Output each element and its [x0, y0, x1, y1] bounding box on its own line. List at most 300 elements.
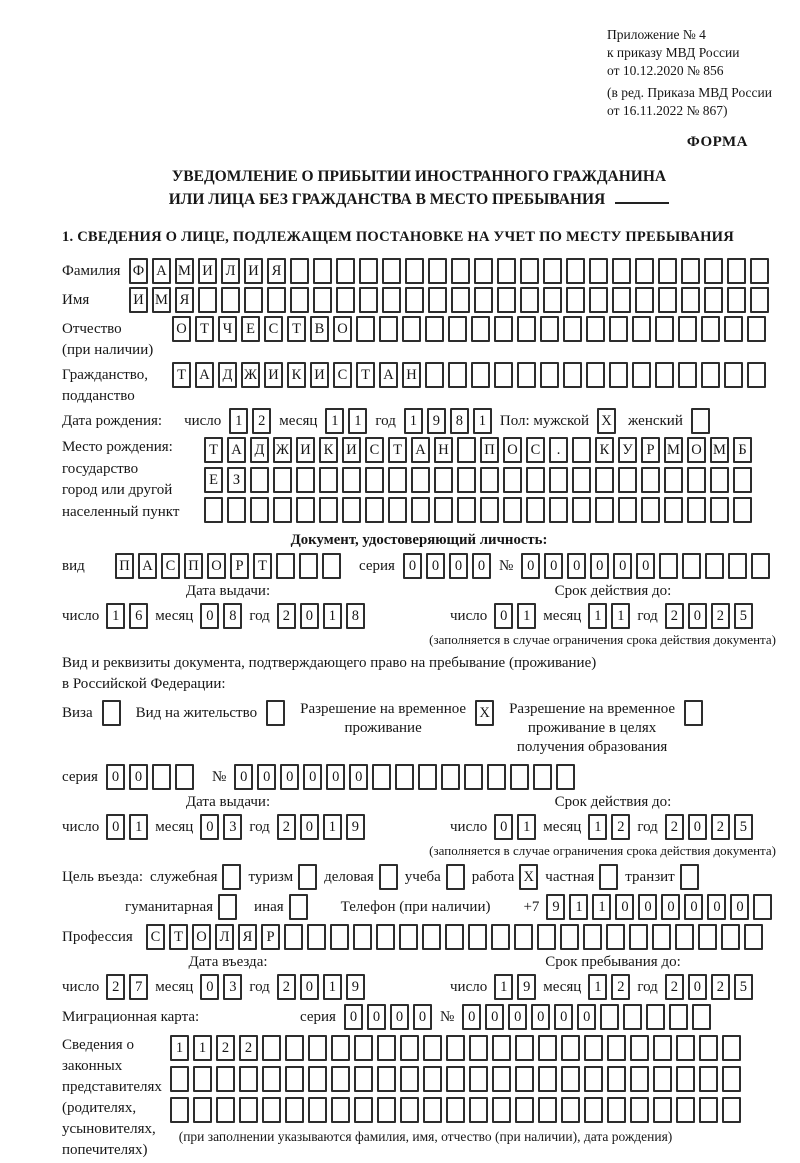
char-cell	[692, 1004, 711, 1030]
forma-label: ФОРМА	[686, 134, 748, 150]
char-cell	[503, 497, 522, 523]
char-cell	[239, 1066, 258, 1092]
char-cell: 0	[413, 1004, 432, 1030]
char-cell	[262, 1097, 281, 1123]
char-cell: 0	[544, 553, 563, 579]
char-cell	[474, 287, 493, 313]
char-cell	[664, 497, 683, 523]
char-cell	[658, 287, 677, 313]
char-cell: 1	[517, 814, 536, 840]
char-cell	[753, 894, 772, 920]
char-cell: 0	[426, 553, 445, 579]
char-cell	[607, 1066, 626, 1092]
residence-issue-day-cells	[106, 814, 148, 840]
char-cell: 1	[588, 974, 607, 1000]
stay-until-block	[394, 953, 776, 1000]
char-cell	[540, 316, 559, 342]
validity-note: (заполняется в случае ограничения срока действия документа)	[429, 843, 776, 858]
birth-day-cells	[229, 408, 271, 434]
annex-amendment-line: от 16.11.2022 № 867)	[607, 103, 728, 118]
number-word: №	[211, 769, 227, 785]
year-word: год	[249, 819, 270, 835]
char-cell: 0	[257, 764, 276, 790]
char-cell: М	[664, 437, 683, 463]
char-cell: Я	[267, 258, 286, 284]
char-cell	[515, 1066, 534, 1092]
char-cell: 0	[280, 764, 299, 790]
char-cell: 2	[252, 408, 271, 434]
day-word: число	[450, 819, 488, 835]
doc-issue-line	[62, 603, 394, 629]
char-cell	[515, 1035, 534, 1061]
annex-amendment-line: (в ред. Приказа МВД России	[607, 85, 772, 100]
char-cell	[446, 1097, 465, 1123]
char-cell	[607, 1097, 626, 1123]
char-cell	[451, 287, 470, 313]
residence-permit-option	[136, 700, 285, 726]
temp-residence-label: Разрешение на временное проживание	[300, 701, 467, 736]
char-cell: X	[597, 408, 616, 434]
month-word: месяц	[155, 979, 194, 995]
char-cell	[710, 467, 729, 493]
char-cell: Р	[261, 924, 280, 950]
char-cell	[589, 258, 608, 284]
char-cell: 0	[684, 894, 703, 920]
doc-issue-month-cells	[200, 603, 242, 629]
char-cell	[653, 1066, 672, 1092]
char-cell	[586, 362, 605, 388]
char-cell	[497, 258, 516, 284]
char-cell	[682, 553, 701, 579]
char-cell: 1	[588, 603, 607, 629]
char-cell	[469, 1066, 488, 1092]
residence-issue-block	[62, 793, 394, 840]
char-cell: 0	[615, 894, 634, 920]
sex-female-checkbox	[691, 408, 710, 434]
char-cell: М	[152, 287, 171, 313]
char-cell: 8	[223, 603, 242, 629]
entry-year-cells	[277, 974, 365, 1000]
char-cell	[152, 764, 171, 790]
temp-residence-option	[300, 700, 494, 738]
day-word: число	[62, 979, 100, 995]
char-cell	[446, 864, 465, 890]
year-word: год	[249, 979, 270, 995]
representatives-cells	[170, 1035, 741, 1146]
char-cell	[356, 316, 375, 342]
char-cell: 2	[277, 603, 296, 629]
char-cell	[520, 258, 539, 284]
char-cell	[572, 467, 591, 493]
char-cell: 3	[223, 974, 242, 1000]
phone-label: Телефон (при наличии)	[340, 898, 491, 915]
char-cell: Т	[287, 316, 306, 342]
char-cell	[457, 437, 476, 463]
char-cell	[687, 497, 706, 523]
char-cell: 7	[129, 974, 148, 1000]
char-cell: 0	[688, 814, 707, 840]
char-cell	[572, 437, 591, 463]
char-cell: С	[146, 924, 165, 950]
year-word: год	[637, 979, 658, 995]
char-cell	[382, 258, 401, 284]
char-cell	[469, 1097, 488, 1123]
char-cell: 0	[567, 553, 586, 579]
birth-date-label: Дата рождения:	[62, 413, 163, 429]
char-cell	[448, 362, 467, 388]
char-cell	[727, 258, 746, 284]
stay-day-cells	[494, 974, 536, 1000]
char-cell	[681, 258, 700, 284]
purpose-option-business: деловая	[324, 864, 398, 890]
char-cell: Д	[250, 437, 269, 463]
residence-issue-header: Дата выдачи:	[185, 794, 271, 810]
char-cell	[405, 258, 424, 284]
char-cell	[400, 1035, 419, 1061]
char-cell	[354, 1066, 373, 1092]
annex-line: к приказу МВД России	[607, 45, 740, 60]
char-cell	[744, 924, 763, 950]
char-cell	[492, 1066, 511, 1092]
char-cell	[193, 1066, 212, 1092]
char-cell: 2	[711, 603, 730, 629]
char-cell	[566, 287, 585, 313]
char-cell	[710, 497, 729, 523]
surname-label: Фамилия	[62, 263, 121, 279]
char-cell	[704, 287, 723, 313]
purpose-work-checkbox	[519, 864, 538, 890]
char-cell: 9	[517, 974, 536, 1000]
char-cell	[630, 1097, 649, 1123]
char-cell	[273, 497, 292, 523]
char-cell	[480, 467, 499, 493]
char-cell: И	[244, 258, 263, 284]
entry-purpose-label: Цель въезда:	[62, 868, 143, 885]
residence-doc-series-row	[62, 764, 776, 790]
residence-doc-options	[62, 700, 776, 757]
char-cell: Н	[434, 437, 453, 463]
char-cell	[423, 1035, 442, 1061]
char-cell	[262, 1035, 281, 1061]
char-cell	[653, 1035, 672, 1061]
char-cell	[561, 1035, 580, 1061]
char-cell: 2	[611, 974, 630, 1000]
char-cell	[342, 467, 361, 493]
char-cell: 0	[200, 974, 219, 1000]
residence-valid-line	[450, 814, 776, 840]
char-cell: М	[710, 437, 729, 463]
residence-valid-block	[394, 793, 776, 840]
char-cell	[354, 1097, 373, 1123]
char-cell	[471, 362, 490, 388]
citizenship-row	[62, 362, 776, 388]
char-cell	[669, 1004, 688, 1030]
char-cell: Р	[641, 437, 660, 463]
char-cell	[298, 864, 317, 890]
char-cell	[464, 764, 483, 790]
char-cell: А	[152, 258, 171, 284]
doc-valid-year-cells	[665, 603, 753, 629]
char-cell	[377, 1066, 396, 1092]
char-cell	[354, 1035, 373, 1061]
char-cell: 2	[611, 814, 630, 840]
surname-row	[62, 258, 776, 284]
char-cell	[538, 1097, 557, 1123]
char-cell	[653, 1097, 672, 1123]
char-cell	[308, 1066, 327, 1092]
char-cell	[359, 258, 378, 284]
char-cell	[285, 1066, 304, 1092]
char-cell	[468, 924, 487, 950]
char-cell: И	[198, 258, 217, 284]
representatives-label: законных	[62, 1058, 123, 1074]
char-cell	[446, 1035, 465, 1061]
doc-valid-header: Срок действия до:	[554, 583, 672, 599]
char-cell	[434, 467, 453, 493]
char-cell: 8	[346, 603, 365, 629]
birth-place-cells	[204, 437, 752, 527]
char-cell: Е	[241, 316, 260, 342]
char-cell	[395, 764, 414, 790]
char-cell	[284, 924, 303, 950]
citizenship-label: Гражданство,	[62, 367, 149, 383]
char-cell: 1	[229, 408, 248, 434]
char-cell: Б	[733, 437, 752, 463]
char-cell	[170, 1097, 189, 1123]
char-cell	[379, 864, 398, 890]
char-cell: Р	[230, 553, 249, 579]
char-cell	[618, 467, 637, 493]
char-cell	[503, 467, 522, 493]
char-cell: О	[172, 316, 191, 342]
purpose-option-tourism: туризм	[248, 864, 317, 890]
profession-label: Профессия	[62, 929, 133, 945]
sex-female-label: женский	[628, 413, 683, 429]
residence-issue-month-cells	[200, 814, 242, 840]
doc-number-cells	[521, 553, 770, 579]
char-cell	[474, 258, 493, 284]
purpose-option-work: работа X	[472, 864, 539, 890]
char-cell: Т	[172, 362, 191, 388]
char-cell	[222, 864, 241, 890]
doc-kind-label: вид	[62, 558, 85, 574]
residence-issue-year-cells	[277, 814, 365, 840]
char-cell	[533, 764, 552, 790]
char-cell	[659, 553, 678, 579]
char-cell	[595, 467, 614, 493]
char-cell	[526, 497, 545, 523]
char-cell: 0	[326, 764, 345, 790]
sex-male-checkbox	[597, 408, 616, 434]
char-cell: И	[264, 362, 283, 388]
char-cell	[722, 1035, 741, 1061]
phone-cells	[546, 894, 772, 920]
char-cell	[239, 1097, 258, 1123]
day-word: число	[62, 819, 100, 835]
migration-card-row	[62, 1004, 776, 1030]
citizenship-cells	[172, 362, 766, 388]
char-cell: 0	[485, 1004, 504, 1030]
temp-residence-checkbox	[475, 700, 494, 726]
char-cell	[630, 1035, 649, 1061]
char-cell: 0	[403, 553, 422, 579]
char-cell	[319, 497, 338, 523]
char-cell	[563, 362, 582, 388]
char-cell: 0	[106, 764, 125, 790]
representatives-row2-cells	[170, 1066, 741, 1092]
char-cell	[285, 1097, 304, 1123]
char-cell	[423, 1097, 442, 1123]
entry-day-cells	[106, 974, 148, 1000]
char-cell	[204, 497, 223, 523]
char-cell	[331, 1035, 350, 1061]
char-cell: X	[475, 700, 494, 726]
given-name-cells	[129, 287, 769, 313]
char-cell: Е	[204, 467, 223, 493]
char-cell	[491, 924, 510, 950]
phone-prefix: +7	[523, 898, 540, 915]
char-cell	[635, 258, 654, 284]
char-cell: 0	[300, 814, 319, 840]
char-cell	[698, 924, 717, 950]
char-cell: Д	[218, 362, 237, 388]
char-cell	[198, 287, 217, 313]
char-cell	[262, 1066, 281, 1092]
char-cell	[402, 316, 421, 342]
char-cell: 1	[193, 1035, 212, 1061]
char-cell	[540, 362, 559, 388]
entry-purpose-row2	[62, 894, 776, 920]
char-cell	[538, 1035, 557, 1061]
doc-kind-cells	[115, 553, 341, 579]
char-cell: С	[365, 437, 384, 463]
char-cell	[517, 362, 536, 388]
char-cell: 1	[348, 408, 367, 434]
char-cell	[336, 287, 355, 313]
purpose-humanitarian-checkbox	[218, 894, 237, 920]
char-cell	[331, 1066, 350, 1092]
char-cell	[469, 1035, 488, 1061]
char-cell	[722, 1097, 741, 1123]
char-cell: 0	[300, 603, 319, 629]
edu-residence-option	[509, 700, 703, 757]
char-cell: 1	[517, 603, 536, 629]
residence-valid-day-cells	[494, 814, 536, 840]
char-cell	[641, 497, 660, 523]
section-1-heading: 1. СВЕДЕНИЯ О ЛИЦЕ, ПОДЛЕЖАЩЕМ ПОСТАНОВКЕ НА УЧЕТ ПО МЕСТУ ПРЕБЫВАНИЯ	[62, 229, 734, 245]
representatives-row1-cells	[170, 1035, 741, 1061]
char-cell	[250, 467, 269, 493]
char-cell	[266, 700, 285, 726]
char-cell	[676, 1097, 695, 1123]
char-cell: Н	[402, 362, 421, 388]
birth-place-label: Место рождения:	[62, 439, 173, 455]
char-cell	[170, 1066, 189, 1092]
entry-purpose-row	[62, 864, 776, 890]
char-cell: 2	[665, 814, 684, 840]
char-cell	[655, 362, 674, 388]
char-cell: 0	[508, 1004, 527, 1030]
char-cell: 0	[521, 553, 540, 579]
representatives-label: представителях	[62, 1079, 162, 1095]
char-cell	[353, 924, 372, 950]
char-cell	[584, 1035, 603, 1061]
char-cell: 1	[404, 408, 423, 434]
char-cell	[572, 497, 591, 523]
birth-place-labels	[62, 437, 204, 523]
char-cell	[750, 287, 769, 313]
char-cell	[330, 924, 349, 950]
char-cell	[595, 497, 614, 523]
identity-doc-header: Документ, удостоверяющий личность:	[290, 532, 548, 548]
char-cell	[652, 924, 671, 950]
year-word: год	[637, 819, 658, 835]
char-cell: 5	[734, 814, 753, 840]
purpose-business-checkbox	[379, 864, 398, 890]
char-cell	[630, 1066, 649, 1092]
entry-month-cells	[200, 974, 242, 1000]
representatives-label: попечителях)	[62, 1142, 148, 1158]
char-cell	[583, 924, 602, 950]
char-cell: 0	[590, 553, 609, 579]
char-cell	[457, 497, 476, 523]
series-word: серия	[62, 769, 98, 785]
char-cell	[308, 1035, 327, 1061]
char-cell	[722, 1066, 741, 1092]
char-cell	[699, 1066, 718, 1092]
char-cell	[561, 1097, 580, 1123]
day-word: число	[450, 608, 488, 624]
representatives-label: (родителях,	[62, 1100, 137, 1116]
residence-issue-line	[62, 814, 394, 840]
char-cell: 2	[665, 603, 684, 629]
char-cell: 1	[106, 603, 125, 629]
residence-doc-intro2: в Российской Федерации:	[62, 676, 226, 692]
year-word: год	[637, 608, 658, 624]
purpose-option-humanitarian: гуманитарная	[125, 894, 237, 920]
char-cell	[285, 1035, 304, 1061]
doc-issue-day-cells	[106, 603, 148, 629]
char-cell: А	[411, 437, 430, 463]
char-cell: И	[296, 437, 315, 463]
char-cell	[599, 864, 618, 890]
char-cell	[566, 258, 585, 284]
char-cell	[267, 287, 286, 313]
char-cell	[664, 467, 683, 493]
birth-place-row3-cells	[204, 497, 752, 523]
char-cell	[635, 287, 654, 313]
char-cell	[497, 287, 516, 313]
char-cell: Т	[388, 437, 407, 463]
purpose-option-other: иная	[254, 894, 308, 920]
migration-card-series-cells	[344, 1004, 432, 1030]
char-cell: 0	[234, 764, 253, 790]
birth-place-label: город или другой	[62, 482, 173, 498]
month-word: месяц	[543, 979, 582, 995]
stay-month-cells	[588, 974, 630, 1000]
char-cell	[655, 316, 674, 342]
char-cell: 0	[531, 1004, 550, 1030]
residence-valid-header: Срок действия до:	[554, 794, 672, 810]
series-word: серия	[300, 1009, 336, 1025]
char-cell: О	[207, 553, 226, 579]
char-cell	[290, 258, 309, 284]
char-cell	[218, 894, 237, 920]
char-cell	[377, 1097, 396, 1123]
char-cell: 1	[494, 974, 513, 1000]
char-cell	[471, 316, 490, 342]
char-cell: Л	[221, 258, 240, 284]
